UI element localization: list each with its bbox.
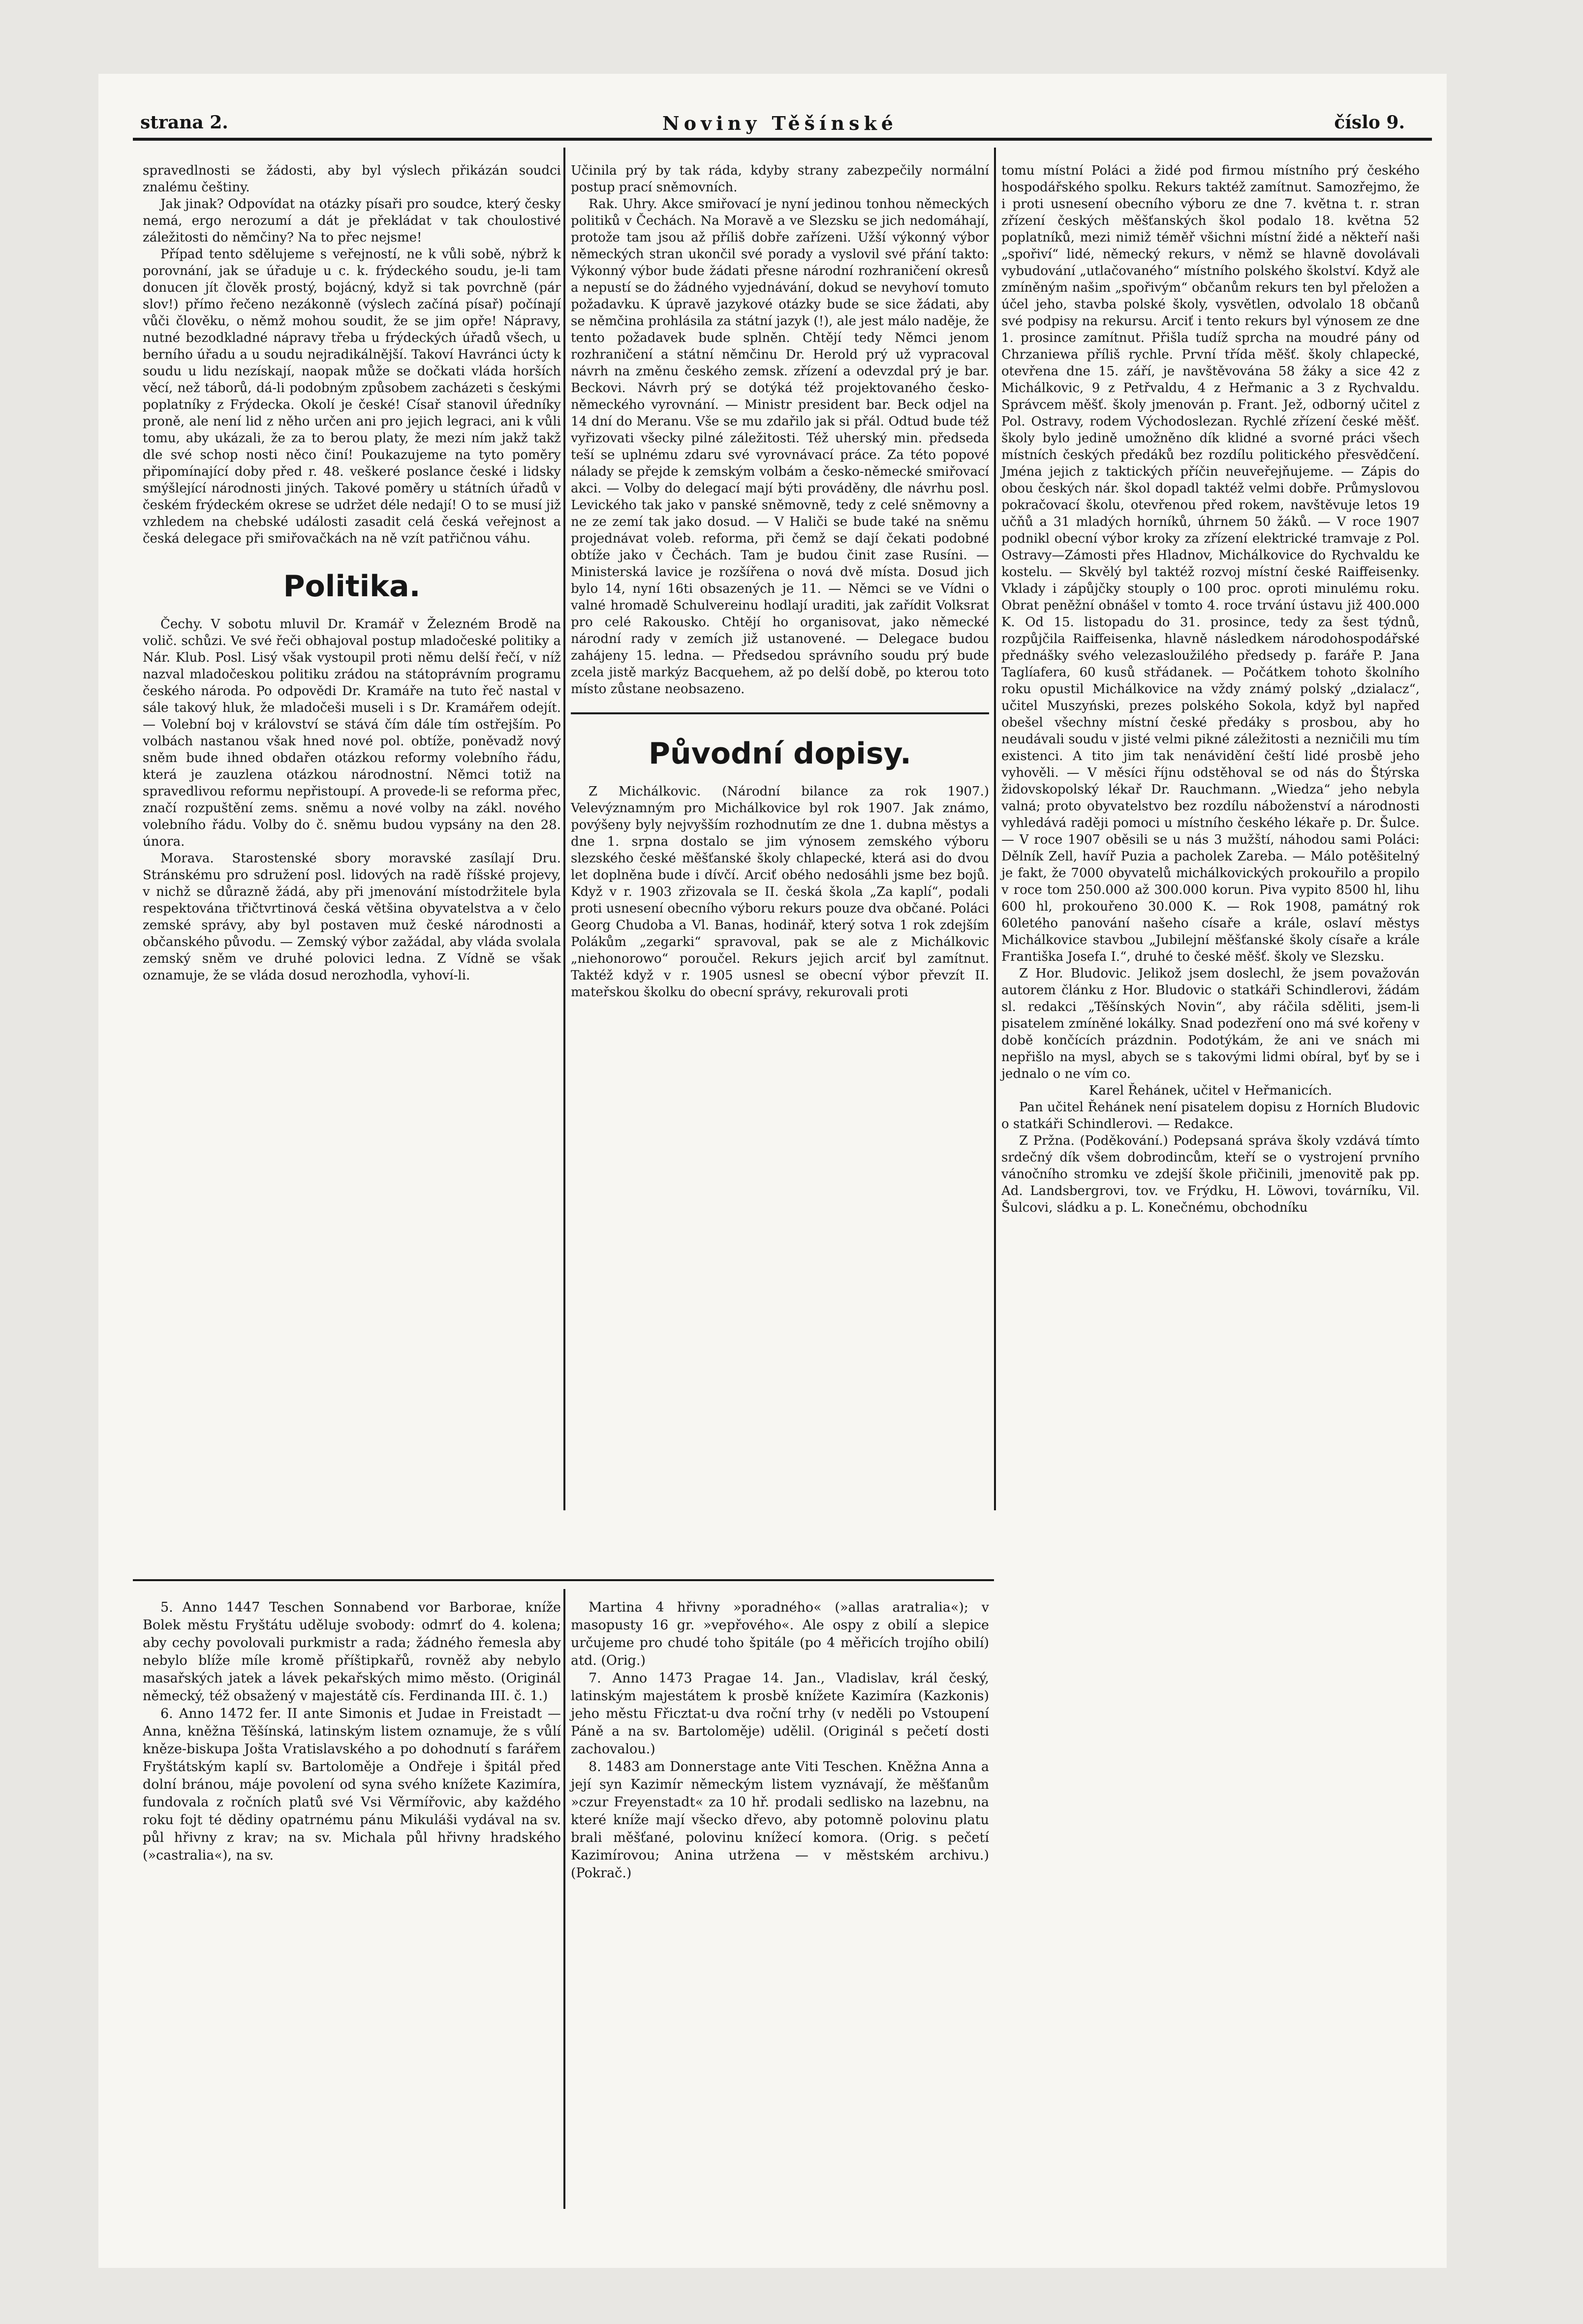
bottom-column-1 xyxy=(143,1599,561,1865)
masthead-rule xyxy=(133,138,1432,141)
newspaper-page xyxy=(98,74,1447,2268)
paragraph: Martina 4 hřivny »poradného« (»allas aratralia«); v masopusty 16 gr. »vepřového«. Ale ospy z obilí a slepice určujeme pro chudé toho špitále (po 4 měřicích trojího obilí) atd. (Orig.) xyxy=(571,1600,989,1668)
paragraph-hor-bludovice: Z Hor. Bludovic. Jelikož jsem doslechl, že jsem považován autorem článku z Hor. Bludovic o statkáři Schindlerovi, žádám sl. redakci „Těšínských Novin“, aby ráčila sděliti, jsem-li pisatelem zmíněné lokálky. Snad podezření ono má své kořeny v době končících prázdnin. Podotýkám, že ani ve snách mi nepřišlo na mysl, abych se s takovými lidmi obíral, byť by se i jednalo o ne vím co. xyxy=(1001,966,1420,1081)
paragraph: 5. Anno 1447 Teschen Sonnabend vor Barborae, kníže Bolek městu Fryštátu uděluje svobody: odmrť do 4. kolena; aby cechy povolovali purkmistr a rada; žádného řemesla aby nebylo blíže míle kromě příštipkařů, rovněž aby nebylo masařských jatek a lávek pekařských mimo město. (Originál německý, též obsažený v majestátě cís. Ferdinanda III. č. 1.) xyxy=(143,1600,561,1704)
column-3 xyxy=(1001,162,1420,1216)
paragraph: 7. Anno 1473 Pragae 14. Jan., Vladislav, král český, latinským majestátem k prosbě knížete Kazimíra (Kazkonis) jeho městu Fřicztat-u dva roční trhy (v neděli po Vstoupení Páně a na sv. Bartoloměje) udělil. (Originál s pečetí dosti zachovalou.) xyxy=(571,1671,989,1757)
column-1 xyxy=(143,162,561,984)
signature: Karel Řehánek, učitel v Heřmanicích. xyxy=(1088,1083,1333,1098)
paragraph-rak-uhry: Rak. Uhry. Akce smiřovací je nyní jedinou tonhou německých politiků v Čechách. Na Moravě a ve Slezsku se jich nedomáhají, protože tam jsou až příliš dobře zařízeni. Užší výkonný výbor německých stran ukončil své porady a vyslovil své přání takto: Výkonný výbor bude žádati přesne národní rozhraničení okresů a nepustí se do žádného vyjednávání, dokud se nevyhoví tomuto požadavku. K úpravě jazykové otázky bude se sice žádati, aby se němčina prohlásila za státní jazyk (!), ale jest málo naděje, že tento požadavek bude splněn. Chtějí tedy Němci jenom rozhraničení a státní němčinu Dr. Herold prý už vypracoval návrh na změnu českého zemsk. zřízení a odevzdal prý je bar. Beckovi. Návrh prý se dotýká též projektovaného česko-německého vyrovnání. — Ministr president bar. Beck odjel na 14 dní do Meranu. Vše se mu zdařilo jak si přál. Odtud bude též vyřizovati všecky pilné záležitosti. Též uherský min. předseda teší se uplnému zdaru své vyrovnávací práce. Za této popové nálady se přejde k zemským volbám a česko-německé smiřovací akci. — Volby do delegací mají býti prováděny, dle návrhu posl. Levického tak jako v panské sněmovně, tedy z celé sněmovny a ne ze zemí tak jako dosud. — V Haliči se bude také na sněmu projednávat voleb. reforma, při čemž se dají čekati podobné obtíže jako v Čechách. Tam je budou činit zase Rusíni. — Ministerská lavice je rozšířena o nová dvě místa. Dosud jich bylo 14, nyní 16ti obsazených je 11. — Němci se ve Vídni o valné hromadě Schulvereinu hodlají uraditi, jak zařídit Volksrat pro celé Rakousko. Chtějí ho organisovat, jako německé národní rady v zemích již ustanovené. — Delegace budou zahájeny 15. ledna. — Předsedou správního soudu prý bude zcela jistě markýz Bacquehem, až po delší době, po kterou toto místo zůstane neobsazeno. xyxy=(571,197,989,697)
paragraph: Jak jinak? Odpovídat na otázky písaři pro soudce, který česky nemá, ergo nerozumí a dát je překládat v tak choulostivé záležitosti do němčiny? Na to přec nejsme! xyxy=(143,197,561,245)
bottom-column-2 xyxy=(571,1599,989,1882)
bottom-section-rule xyxy=(133,1579,994,1581)
paragraph-redakce-note: Pan učitel Řehánek není pisatelem dopisu z Horních Bludovic o statkáři Schindlerovi. — Redakce. xyxy=(1001,1100,1420,1131)
paragraph-morava: Morava. Starostenské sbory moravské zasílají Dru. Stránskému pro sdružení posl. lidových na radě říšské projevy, v nichž se důrazně žádá, aby při jmenování místodržitele byla respektována třičtvrtinová česká většina obyvatelstva a v čelo zemské správy, aby byl postaven muž české národnosti a občanského původu. — Zemský výbor zažádal, aby vláda svolala zemský sněm ve druhé polovici ledna. Z Vídně se však oznamuje, že se vláda dosud nerozhodla, vyhoví-li. xyxy=(143,851,561,983)
paragraph-cechy: Čechy. V sobotu mluvil Dr. Kramář v Železném Brodě na volič. schůzi. Ve své řeči obhajoval postup mladočeské politiky a Nár. Klub. Posl. Lisý však vystoupil proti němu delší řečí, v níž nazval mladočeskou politiku zrádou na státoprávním programu českého národa. Po odpovědi Dr. Kramáře na tuto řeč nastal v sále takový hluk, že mladočeši museli i s Dr. Kramářem odejít. — Volební boj v království se stává čím dále tím ostřejším. Po volbách nastanou však hned nové pol. obtíže, poněvadž nový sněm bude ihned obdařen otázkou reformy volebního řádu, která je zauzlena otázkou národnostní. Němci totiž na spravedlivou reformu nepřistoupí. A provede-li se reforma přec, značí rozpuštění zems. sněmu a nové volby na zákl. nového volebního řádu. Volby do č. sněmu budou vypsány na den 28. února. xyxy=(143,617,561,849)
paragraph: 6. Anno 1472 fer. II ante Simonis et Judae in Freistadt — Anna, kněžna Těšínská, latinským listem oznamuje, že s vůlí kněze-biskupa Jošta Vratislavského a po dohodnutí s farářem Fryštátským kaplí sv. Bartoloměje a Ondřeje i špitál před dolní bránou, máje povolení od syna svého knížete Kazimíra, fundovala z ročních platů své Vsi Věrmířovic, aby každého roku fojt té dědiny opatrnému pánu Mikuláši vydával na sv. půl hřivny z krav; na sv. Michala půl hřivny hradského (»castralia«), na sv. xyxy=(143,1706,561,1863)
page-number: strana 2. xyxy=(140,112,228,133)
paragraph-przno: Z Pržna. (Poděkování.) Podepsaná správa školy vzdává tímto srdečný dík všem dobrodincům, kteří se o vystrojení prvního vánočního stromku ve zdejší škole přičinili, jmenovitě pak pp. Ad. Landsbergrovi, tov. ve Frýdku, H. Löwovi, továrníku, Vil. Šulcovi, sládku a p. L. Konečnému, obchodníku xyxy=(1001,1133,1420,1215)
column-2 xyxy=(571,162,989,1001)
paragraph-michalkovice: Z Michálkovic. (Národní bilance za rok 1907.) Velevýznamným pro Michálkovice byl rok 1907. Jak známo, povýšeny byly nejvyšším rozhodnutím ze dne 1. dubna městys a dne 1. srpna dostalo se jim výnosem zemského výboru slezského české měšťanské školy chlapecké, která asi do dvou let doplněna bude i dívčí. Arciť obého nedosáhli jsme bez bojů. Když v r. 1903 zřizovala se II. česká škola „Za kaplí“, podali proti usnesení obecního výboru rekurs pouze dva občané. Poláci Georg Chudoba a Vl. Banas, hodinář, který sotva 1 rok zdejším Polákům „zegarki“ spravoval, pak se ale z Michálkovic „niehonorowo“ poroučel. Rekurs jejich arciť byl zamítnut. Taktéž když v r. 1905 usnesl se obecní výbor převzít II. mateřskou školku do obecní správy, rekurovali proti xyxy=(571,784,989,1000)
column-divider xyxy=(563,1589,565,2209)
column-divider xyxy=(563,148,565,1510)
issue-number: číslo 9. xyxy=(1334,112,1405,133)
section-title-puvodni-dopisy: Původní dopisy. xyxy=(649,736,911,771)
paragraph: spravedlnosti se žádosti, aby byl výslech přikázán soudci znalému češtiny. xyxy=(143,163,561,195)
column-divider xyxy=(994,148,996,1510)
section-title-politika: Politika. xyxy=(283,569,421,604)
paragraph: Případ tento sdělujeme s veřejností, ne k vůli sobě, nýbrž k porovnání, jak se úřaduje u c. k. frýdeckého soudu, je-li tam donucen jít člověk prostý, bojácný, když si tak povrchně (pár slov!) přímo řečeno nezákonně (výslech začíná písař) počínají vůči člověku, o němž mohou soudit, že se jim opře! Nápravy, nutné bezodkladné nápravy třeba u frýdeckých úřadů všech, u berního úřadu a u soudu nejradikálnější. Takoví Havránci úcty k soudu u lidu nezískají, naopak může se dočkati vláda horších věcí, než táborů, dá-li podobným způsobem zacházeti s českými poplatníky z Frýdecka. Okolí je české! Císař stanovil úředníky proně, ale není lid z něho určen ani pro jejich legraci, ani k vůli tomu, aby ukázali, že za to berou platy, že mezi ním jakž takž dle své schop nosti něco činí! Poukazujeme na tyto poměry připomínající doby před r. 48. veškeré poslance české i lidsky smýšlející národnosti jiných. Takové poměry u státních úřadů v českém frýdeckém okrese se udržet déle nedají! O to se musí již vzhledem na chebské události zasadit celá česká veřejnost a česká delegace při smiřovačkách na ně vzít patřičnou váhu. xyxy=(143,247,561,546)
newspaper-name: Noviny Těšínské xyxy=(662,112,898,134)
paragraph: 8. 1483 am Donnerstage ante Viti Teschen. Kněžna Anna a její syn Kazimír německým listem vyznávají, že měšťanům »czur Freyenstadt« za 10 hř. prodali sedlisko na lazebnu, na které kníže mají všecko dřevo, aby potomně polovinu platu brali měšťané, polovinu knížecí komora. (Orig. s pečetí Kazimírovou; Anina utržena — v městském archivu.) (Pokrač.) xyxy=(571,1759,989,1881)
masthead xyxy=(140,108,1420,138)
section-rule xyxy=(571,712,989,714)
paragraph: Učinila prý by tak ráda, kdyby strany zabezpečily normální postup prací sněmovních. xyxy=(571,163,989,195)
paragraph: tomu místní Poláci a židé pod firmou místního prý českého hospodářského spolku. Rekurs taktéž zamítnut. Samozřejmo, že i proti usnesení obecního výboru ze dne 7. května t. r. stran zřízení českých měšťanských škol podalo 18. května 52 poplatníků, mezi nimiž téměř všichni místní židé a někteří naši „spořiví“ lidé, německý rekurs, v němž se hlavně dovolávali vybudování „utlačovaného“ místního polského školství. Když ale zmíněným našim „spořivým“ občanům rekurs ten byl přeložen a účel jeho, stavba polské školy, vysvětlen, odvolalo 18 občanů své podpisy na rekursu. Arciť i tento rekurs byl výnosem ze dne 1. prosince zamítnut. Přišla tudíž sprcha na moudré pány od Chrzaniewa příliš rychle. První třída měšť. školy chlapecké, otevřena dne 15. září, je navštěvována 58 žáky a sice 42 z Michálkovic, 9 z Petřvaldu, 4 z Heřmanic a 3 z Rychvaldu. Správcem měšť. školy jmenován p. Frant. Jež, odborný učitel z Pol. Ostravy, rodem Východoslezan. Rychlé zřízení české měšť. školy bylo jedině umožněno dík klidné a svorné práci všech místních českých předáků bez rozdílu politického přesvědčení. Jména jejich z taktických příčin neuveřejňujeme. — Zápis do obou českých nár. škol dopadl taktéž velmi dobře. Průmyslovou pokračovací školu, otevřenou před rokem, navštěvuje letos 19 učňů a 31 mladých horníků, úhrnem 50 žáků. — V roce 1907 podnikl obecní výbor kroky za zřízení elektrické tramvaje z Pol. Ostravy—Zámosti přes Hladnov, Michálkovice do Rychvaldu ke kostelu. — Skvělý byl taktéž rozvoj místní české Raiffeisenky. Vklady i zápůjčky stouply o 100 proc. oproti minulému roku. Obrat peněžní obnášel v tomto 4. roce trvání ústavu již 400.000 K. Od 15. listopadu do 31. prosince, tedy za šest týdnů, rozpůjčila Raiffeisenka, hlavně následkem národohospodářské přednášky svého velezasloužilého předsedy p. faráře P. Jana Taglíafera, 60 kusů střádanek. — Počátkem tohoto školního roku opustil Michálkovice na vždy známý polský „dzialacz“, učitel Muszyński, prezes polského Sokola, když byl napřed obešel všechny místní české předáky s prosbou, aby ho neudávali soudu v jisté velmi pikné záležitosti a nezničili mu tím existenci. A tito jim tak nenávidění čeští lidé prosbě jeho vyhověli. — V měsíci říjnu odstěhoval se od nás do Štýrska židovskopolský lékař Dr. Rauchmann. „Wiedza“ jeho nebyla valná; proto obyvatelstvo bez rozdílu náboženství a národnosti vyhledává raději pomoci u místního českého lékaře p. Dr. Šulce. — V roce 1907 oběsili se u nás 3 mužští, náhodou sami Poláci: Dělník Zell, havíř Puzia a pacholek Zareba. — Málo potěšitelný je fakt, že 7000 obyvatelů michálkovických prokouřilo a propilo v roce tom 250.000 až 300.000 korun. Piva vypito 8500 hl, lihu 600 hl, prokouřeno 30.000 K. — Rok 1908, památný rok 60letého panování našeho císaře a krále, oslaví městys Michálkovice stavbou „Jubilejní měšťanské školy císaře a krále Františka Josefa I.“, druhé to české měšť. školy ve Slezsku. xyxy=(1001,163,1420,964)
